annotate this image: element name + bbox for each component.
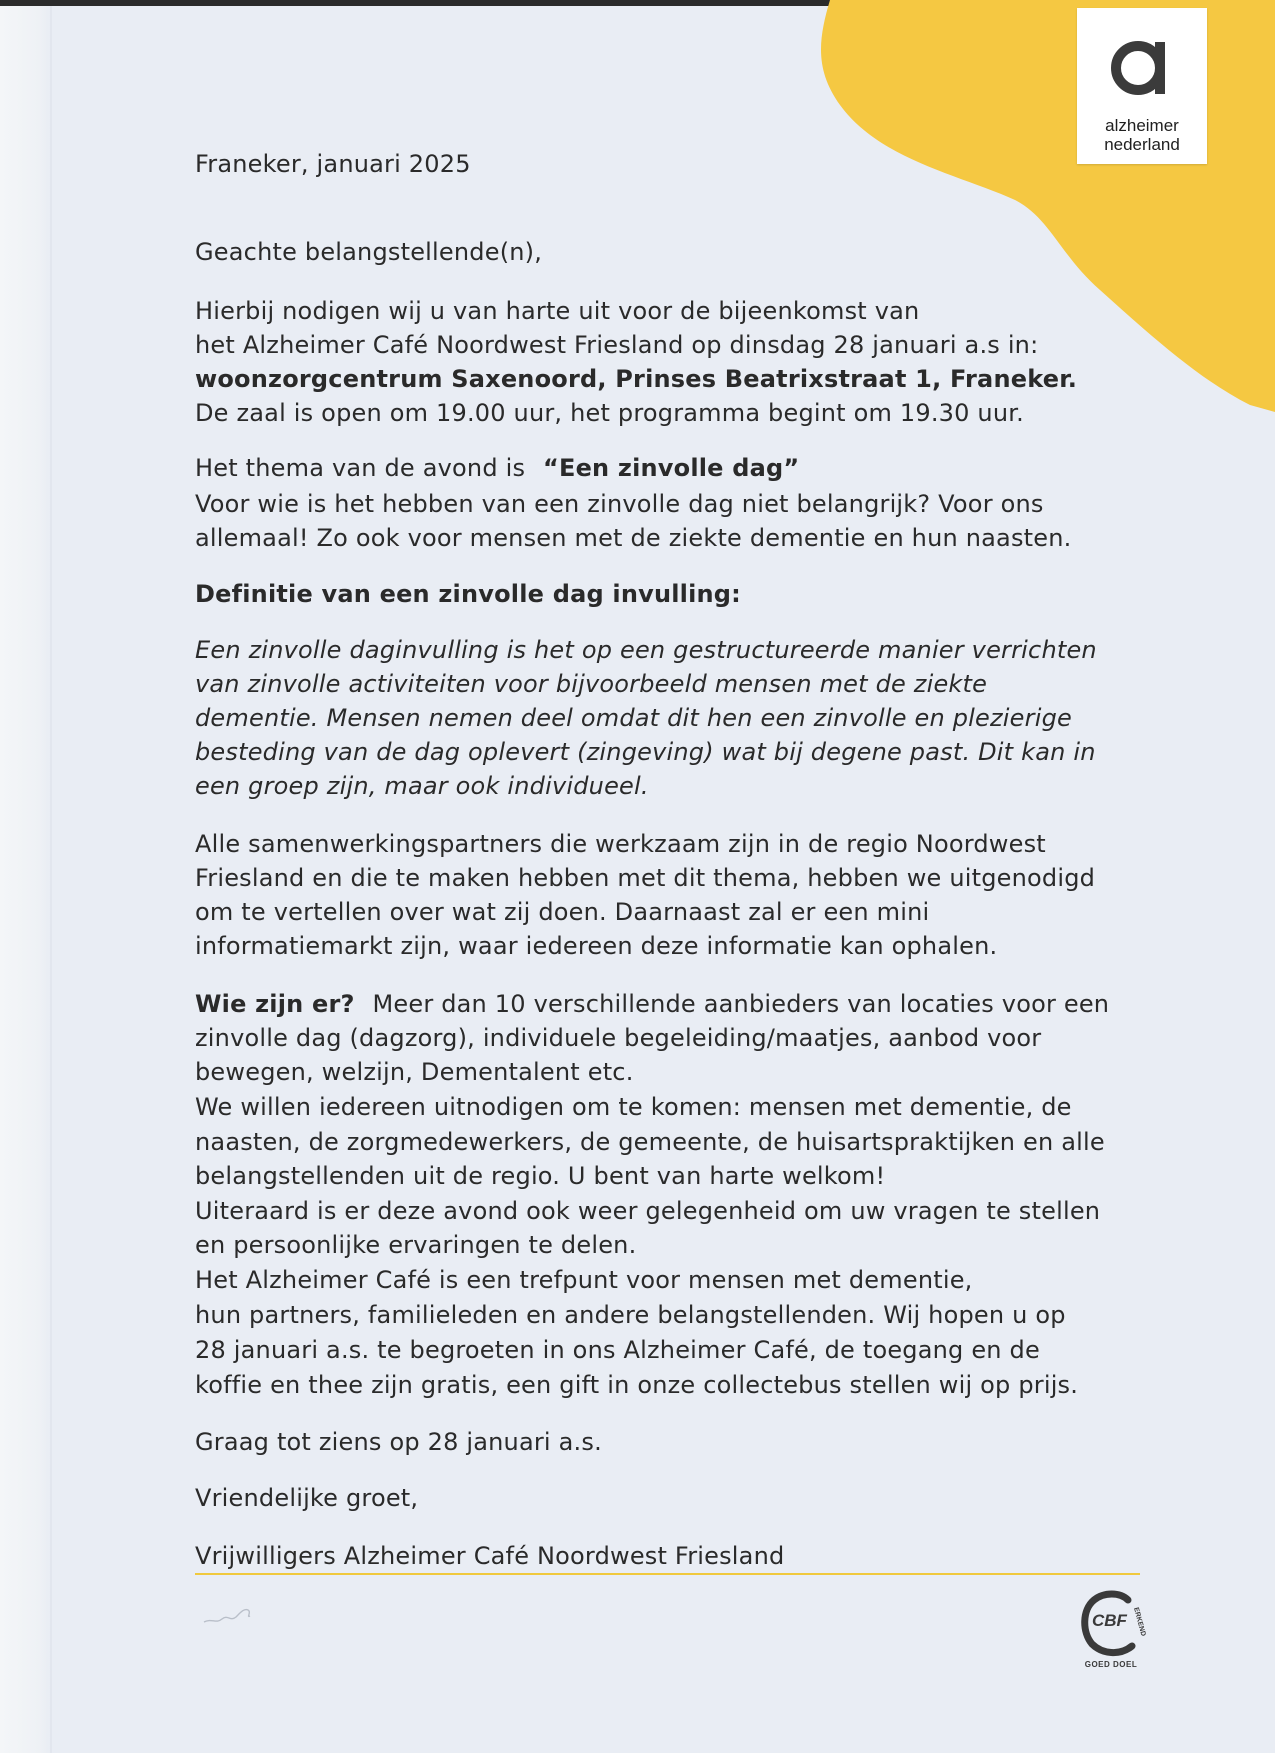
definition-line: een groep zijn, maar ook individueel. xyxy=(195,772,649,800)
who-first-line xyxy=(195,990,1109,1018)
theme-body-line: allemaal! Zo ook voor mensen met de ziekte dementie en hun naasten. xyxy=(195,524,1072,552)
theme-prefix: Het thema van de avond is xyxy=(195,454,526,482)
opening-times: De zaal is open om 19.00 uur, het programma begint om 19.30 uur. xyxy=(195,399,1024,427)
theme-title: “Een zinvolle dag” xyxy=(543,454,800,482)
who-line: Het Alzheimer Café is een trefpunt voor mensen met dementie, xyxy=(195,1266,973,1294)
theme-line xyxy=(195,454,799,482)
closing-line: Graag tot ziens op 28 januari a.s. xyxy=(195,1428,602,1456)
who-line: naasten, de zorgmedewerkers, de gemeente, de huisartspraktijken en alle xyxy=(195,1128,1105,1156)
who-first-text: Meer dan 10 verschillende aanbieders van locaties voor een xyxy=(372,990,1110,1018)
partners-line: Alle samenwerkingspartners die werkzaam zijn in de regio Noordwest xyxy=(195,830,1046,858)
signature: Vrijwilligers Alzheimer Café Noordwest Friesland xyxy=(195,1542,785,1570)
definition-line: besteding van de dag oplevert (zingeving) wat bij degene past. Dit kan in xyxy=(195,738,1096,766)
salutation: Geachte belangstellende(n), xyxy=(195,238,543,266)
who-line: zinvolle dag (dagzorg), individuele begeleiding/maatjes, aanbod voor xyxy=(195,1024,1042,1052)
partners-line: informatiemarkt zijn, waar iedereen deze informatie kan ophalen. xyxy=(195,932,998,960)
intro-line: het Alzheimer Café Noordwest Friesland op dinsdag 28 januari a.s in: xyxy=(195,331,1039,359)
who-line: en persoonlijke ervaringen te delen. xyxy=(195,1231,637,1259)
who-label: Wie zijn er? xyxy=(195,990,355,1018)
definition-heading: Definitie van een zinvolle dag invulling: xyxy=(195,580,741,608)
definition-line: Een zinvolle daginvulling is het op een gestructureerde manier verrichten xyxy=(195,636,1097,664)
who-line: belangstellenden uit de regio. U bent van harte welkom! xyxy=(195,1162,886,1190)
who-line: koffie en thee zijn gratis, een gift in onze collectebus stellen wij op prijs. xyxy=(195,1371,1079,1399)
logo-a-icon xyxy=(1109,28,1175,98)
definition-line: van zinvolle activiteiten voor bijvoorbeeld mensen met de ziekte xyxy=(195,670,988,698)
cbf-seal-name: CBF xyxy=(1092,1611,1127,1630)
alzheimer-nederland-logo xyxy=(1077,8,1207,164)
who-line: Uiteraard is er deze avond ook weer gelegenheid om uw vragen te stellen xyxy=(195,1197,1101,1225)
cbf-seal-side-text: ERKEND xyxy=(1132,1606,1146,1638)
who-line: We willen iedereen uitnodigen om te komen: mensen met dementie, de xyxy=(195,1093,1072,1121)
pencil-scribble-mark xyxy=(200,1600,260,1628)
cbf-seal-icon xyxy=(1076,1588,1146,1660)
who-line: bewegen, welzijn, Dementalent etc. xyxy=(195,1058,634,1086)
who-line: 28 januari a.s. te begroeten in ons Alzheimer Café, de toegang en de xyxy=(195,1336,1040,1364)
theme-body-line: Voor wie is het hebben van een zinvolle dag niet belangrijk? Voor ons xyxy=(195,490,1044,518)
venue-address: woonzorgcentrum Saxenoord, Prinses Beatrixstraat 1, Franeker. xyxy=(195,365,1078,393)
signature-rule xyxy=(195,1573,1140,1575)
partners-line: Friesland en die te maken hebben met dit thema, hebben we uitgenodigd xyxy=(195,864,1096,892)
cbf-caption: GOED DOEL xyxy=(1084,1660,1138,1669)
definition-line: dementie. Mensen nemen deel omdat dit hen een zinvolle en plezierige xyxy=(195,704,1072,732)
intro-line: Hierbij nodigen wij u van harte uit voor de bijeenkomst van xyxy=(195,297,920,325)
place-date: Franeker, januari 2025 xyxy=(195,150,471,178)
partners-line: om te vertellen over wat zij doen. Daarnaast zal er een mini xyxy=(195,898,930,926)
greeting: Vriendelijke groet, xyxy=(195,1484,419,1512)
logo-text-line2: nederland xyxy=(1104,135,1180,154)
logo-text-line1: alzheimer xyxy=(1105,116,1179,135)
who-line: hun partners, familieleden en andere belangstellenden. Wij hopen u op xyxy=(195,1301,1066,1329)
